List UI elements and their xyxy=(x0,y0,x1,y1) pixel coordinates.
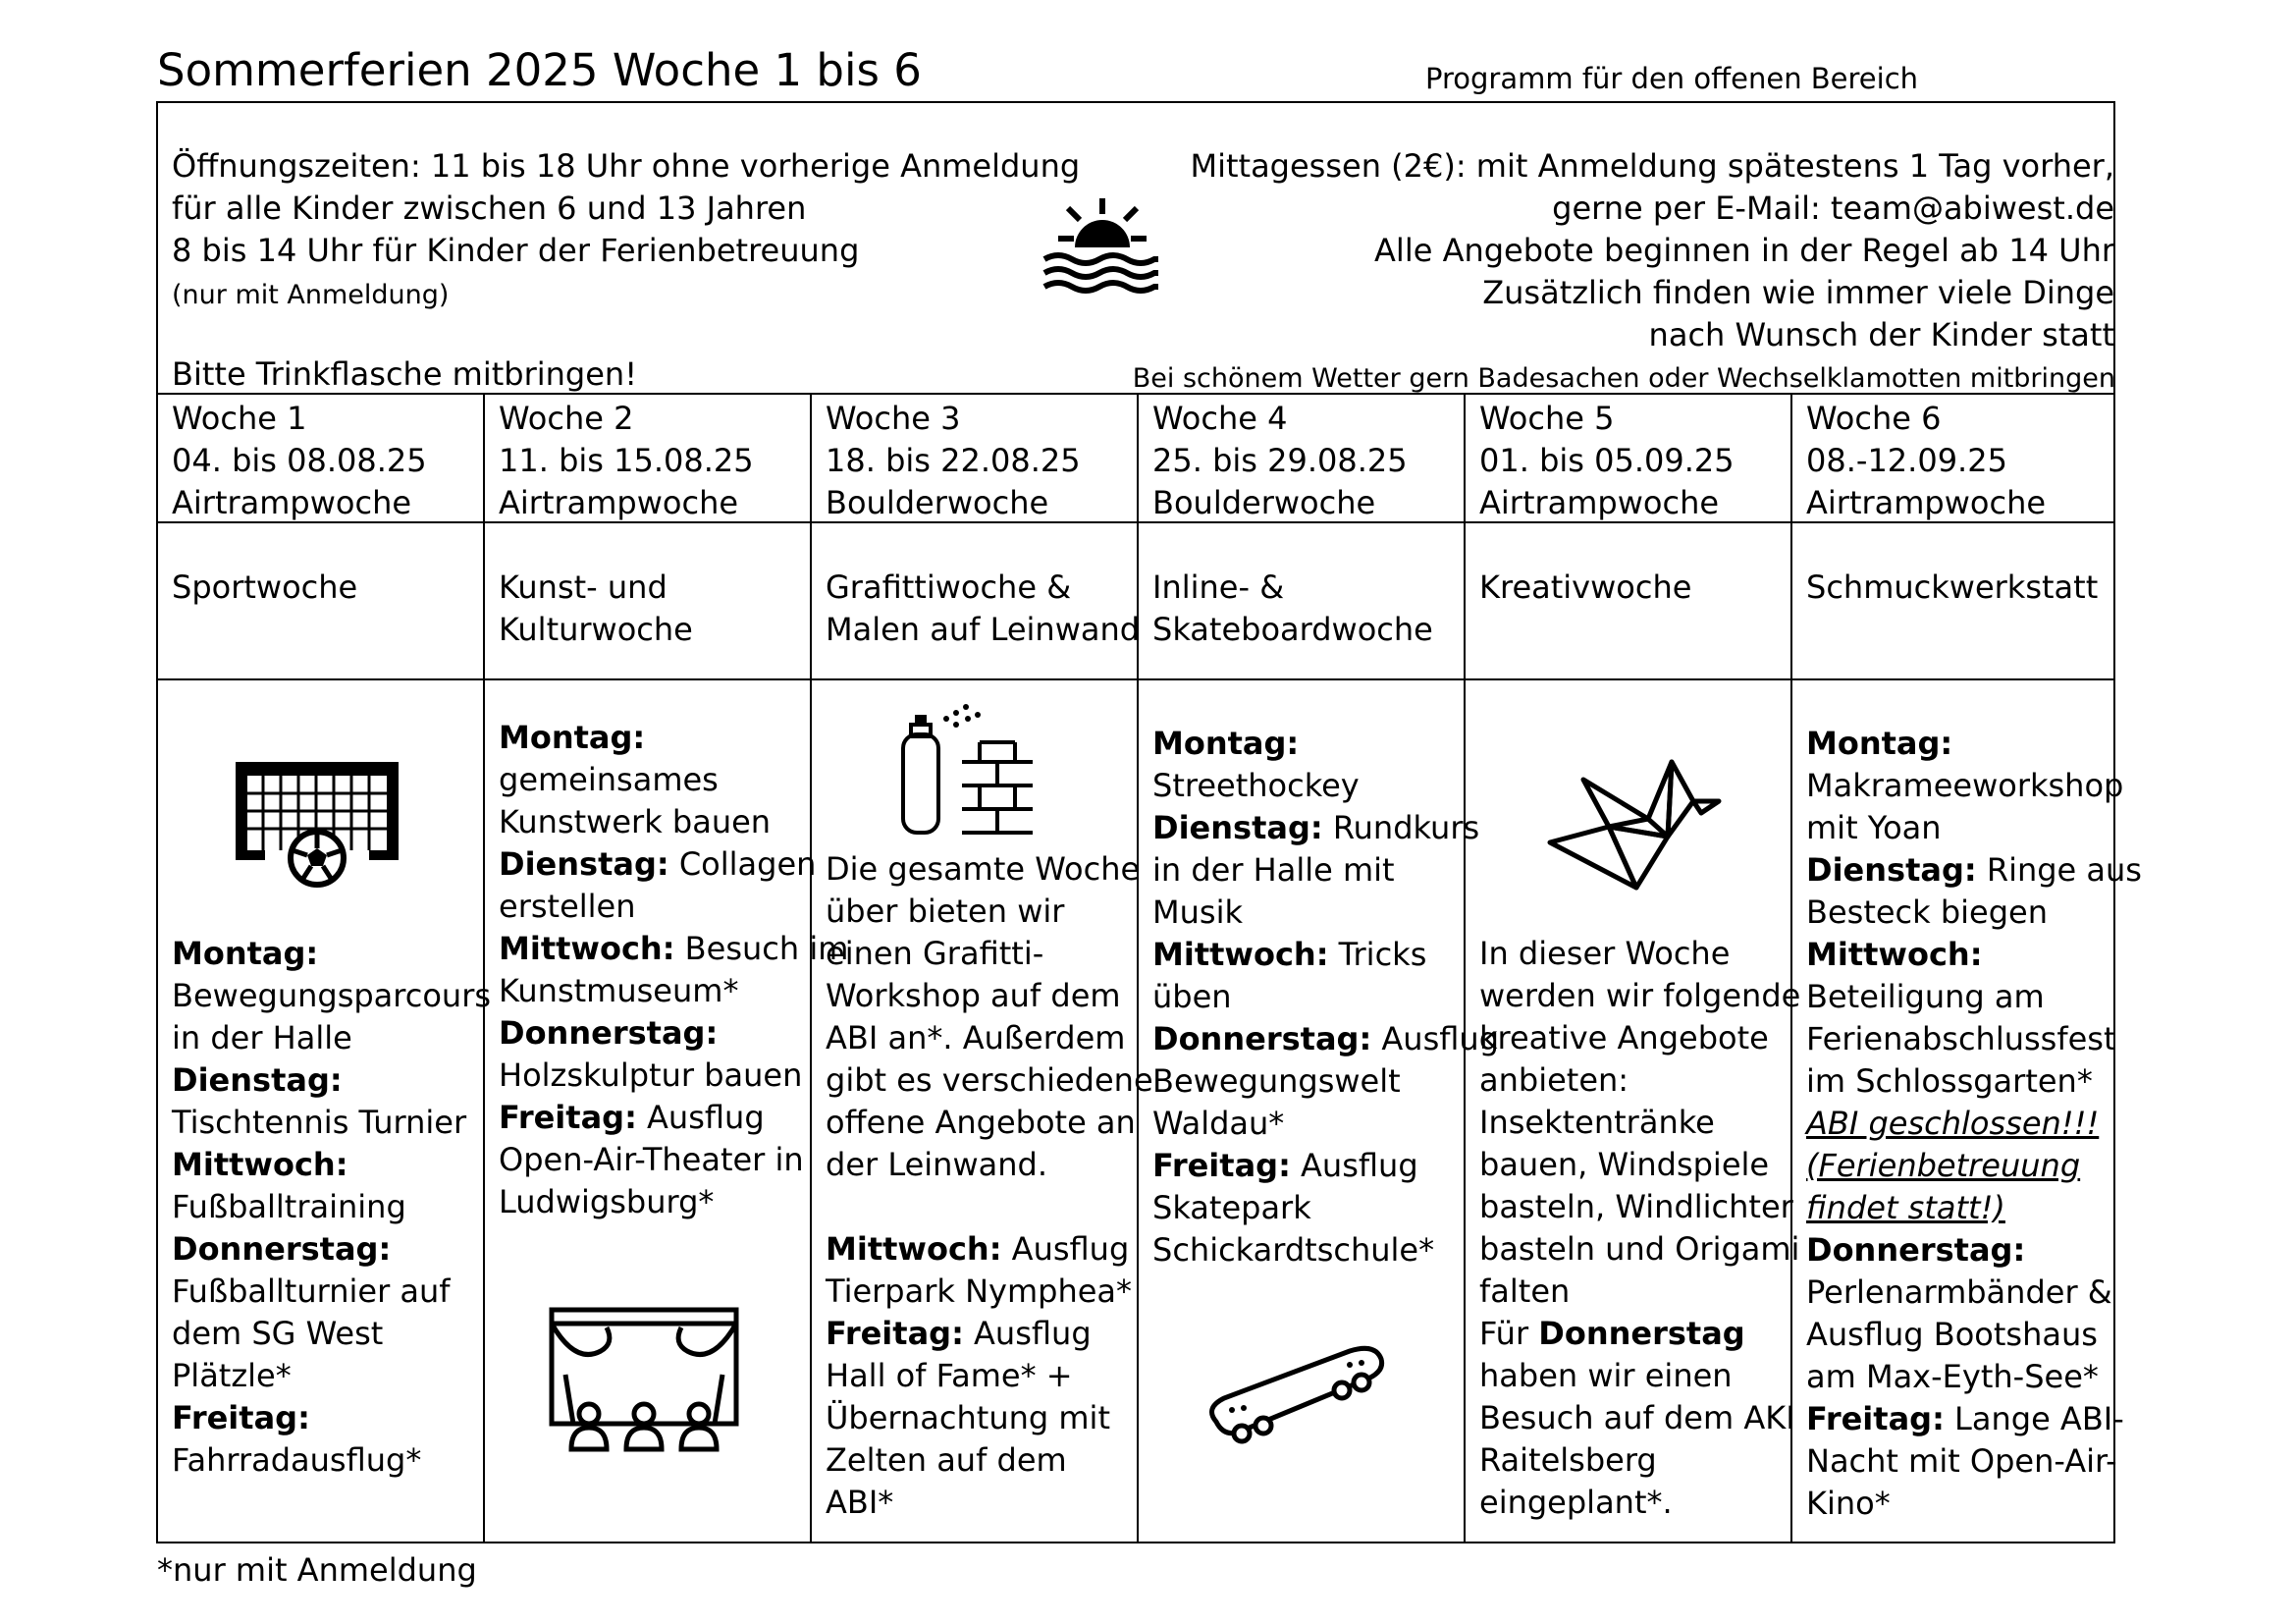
program-text: Musik xyxy=(1152,893,1243,931)
week-program-4 xyxy=(1152,723,1499,1272)
program-day: Freitag: xyxy=(1152,1147,1291,1184)
program-line xyxy=(826,1144,1153,1186)
program-line xyxy=(1152,849,1499,892)
program-text: Ausflug xyxy=(1001,1230,1130,1268)
theme-line: Kreativwoche xyxy=(1479,568,1692,606)
program-line xyxy=(499,1181,848,1223)
program-text: Schickardtschule* xyxy=(1152,1231,1435,1269)
program-text: Streethockey xyxy=(1152,767,1360,804)
program-line xyxy=(499,886,848,928)
program-line xyxy=(1479,933,1800,975)
week-program-1 xyxy=(172,933,491,1482)
program-text: Open-Air-Theater in xyxy=(499,1141,804,1178)
theme-line: Skateboardwoche xyxy=(1152,611,1433,648)
week-special: Airtrampwoche xyxy=(499,484,739,521)
program-text: Fahrradausflug* xyxy=(172,1441,422,1479)
week-program-6 xyxy=(1806,723,2142,1525)
week-header-4 xyxy=(1152,398,1408,524)
program-line xyxy=(172,975,491,1017)
info-age-range: für alle Kinder zwischen 6 und 13 Jahren xyxy=(172,189,807,227)
program-text: Ferienabschlussfest xyxy=(1806,1020,2116,1057)
program-text: Tierpark Nymphea* xyxy=(826,1272,1133,1310)
program-text: ABI geschlossen!!! xyxy=(1806,1105,2100,1142)
program-line xyxy=(1479,1482,1800,1524)
program-line xyxy=(1152,1018,1499,1060)
program-line xyxy=(172,1313,491,1355)
program-line xyxy=(172,1397,491,1439)
week-special: Airtrampwoche xyxy=(172,484,412,521)
info-registration-note: (nur mit Anmeldung) xyxy=(172,280,450,310)
program-text: Tricks xyxy=(1328,936,1427,973)
program-text: ABI an*. Außerdem xyxy=(826,1019,1126,1056)
program-line xyxy=(1806,1483,2142,1525)
program-text: Die gesamte Woche xyxy=(826,850,1141,888)
program-text: Raitelsberg xyxy=(1479,1441,1657,1479)
program-text: Ludwigsburg* xyxy=(499,1183,715,1220)
program-text: findet statt!) xyxy=(1806,1189,2005,1226)
program-text: Skatepark xyxy=(1152,1189,1311,1226)
program-line xyxy=(1479,1313,1800,1355)
week-name: Woche 4 xyxy=(1152,400,1288,437)
program-line xyxy=(499,801,848,843)
program-line xyxy=(826,1439,1153,1482)
program-line xyxy=(1479,1186,1800,1228)
footnote: *nur mit Anmeldung xyxy=(157,1551,477,1589)
program-line xyxy=(1479,975,1800,1017)
spray-can-wall-icon xyxy=(895,703,1042,840)
page-title: Sommerferien 2025 Woche 1 bis 6 xyxy=(157,44,922,96)
program-line xyxy=(826,1397,1153,1439)
program-line xyxy=(1152,976,1499,1018)
program-line xyxy=(1806,1187,2142,1229)
program-day: Dienstag: xyxy=(172,1061,343,1099)
program-line xyxy=(826,1271,1153,1313)
program-day: Montag: xyxy=(1152,725,1300,762)
program-text: am Max-Eyth-See* xyxy=(1806,1358,2099,1395)
theme-line: Schmuckwerkstatt xyxy=(1806,568,2099,606)
week-name: Woche 2 xyxy=(499,400,634,437)
program-text: anbieten: xyxy=(1479,1061,1629,1099)
program-day: Mittwoch: xyxy=(1152,936,1329,973)
program-line xyxy=(1806,934,2142,976)
program-line xyxy=(499,1097,848,1139)
program-day: Dienstag: xyxy=(1152,809,1323,846)
program-line xyxy=(499,717,848,759)
theater-stage-icon xyxy=(546,1306,742,1457)
program-text: falten xyxy=(1479,1272,1571,1310)
program-text: Plätzle* xyxy=(172,1357,292,1394)
program-line xyxy=(1479,1397,1800,1439)
program-line xyxy=(172,1228,491,1271)
program-line xyxy=(1152,934,1499,976)
program-line xyxy=(172,1186,491,1228)
program-line xyxy=(1152,1187,1499,1229)
program-line xyxy=(826,1228,1153,1271)
program-day: Donnerstag: xyxy=(499,1014,719,1052)
program-day: Mittwoch: xyxy=(172,1146,348,1183)
program-line xyxy=(1806,1314,2142,1356)
page-subtitle: Programm für den offenen Bereich xyxy=(1425,62,1919,95)
program-text: Collagen xyxy=(668,845,817,883)
program-text: Bewegungswelt xyxy=(1152,1062,1401,1100)
program-day: Dienstag: xyxy=(1806,851,1977,889)
program-line xyxy=(172,933,491,975)
program-day: Freitag: xyxy=(499,1099,637,1136)
program-day: Montag: xyxy=(172,935,319,972)
program-text: basteln, Windlichter xyxy=(1479,1188,1793,1225)
program-line xyxy=(1479,1102,1800,1144)
program-text: Ausflug xyxy=(963,1315,1092,1352)
program-line xyxy=(1479,1228,1800,1271)
program-line xyxy=(826,891,1153,933)
program-text: Nacht mit Open-Air- xyxy=(1806,1442,2117,1480)
program-line xyxy=(172,1439,491,1482)
program-line xyxy=(1806,1103,2142,1145)
program-text: Übernachtung mit xyxy=(826,1399,1110,1436)
program-line xyxy=(499,759,848,801)
program-line xyxy=(499,970,848,1012)
program-line xyxy=(1806,1356,2142,1398)
week-dates: 11. bis 15.08.25 xyxy=(499,442,754,479)
program-text: Tischtennis Turnier xyxy=(172,1104,467,1141)
theme-line: Malen auf Leinwand xyxy=(826,611,1141,648)
program-text: Ausflug xyxy=(1290,1147,1418,1184)
program-text: Waldau* xyxy=(1152,1105,1285,1142)
program-line xyxy=(1806,723,2142,765)
program-line xyxy=(1806,807,2142,849)
program-line xyxy=(826,1313,1153,1355)
week-dates: 25. bis 29.08.25 xyxy=(1152,442,1408,479)
week-header-6 xyxy=(1806,398,2046,524)
program-line xyxy=(1806,1018,2142,1060)
theme-line: Kulturwoche xyxy=(499,611,693,648)
program-line xyxy=(1479,1144,1800,1186)
theme-line: Sportwoche xyxy=(172,568,358,606)
program-text: Makrameeworkshop xyxy=(1806,767,2124,804)
program-text: Kino* xyxy=(1806,1485,1891,1522)
week-special: Airtrampwoche xyxy=(1479,484,1720,521)
program-line xyxy=(499,843,848,886)
program-text: der Leinwand. xyxy=(826,1146,1047,1183)
program-text: Fußballtraining xyxy=(172,1188,406,1225)
program-text: einen Grafitti- xyxy=(826,935,1044,972)
program-text: Besuch auf dem AKI xyxy=(1479,1399,1795,1436)
program-text: Rundkurs xyxy=(1322,809,1480,846)
program-line xyxy=(1152,723,1499,765)
program-line xyxy=(1152,765,1499,807)
skateboard-icon xyxy=(1202,1339,1389,1447)
program-line xyxy=(1806,1145,2142,1187)
program-line xyxy=(1806,976,2142,1018)
week-theme-2 xyxy=(499,567,693,651)
program-text: In dieser Woche xyxy=(1479,935,1731,972)
program-line xyxy=(1152,892,1499,934)
program-text: Lange ABI- xyxy=(1944,1400,2124,1437)
program-text: ABI* xyxy=(826,1484,894,1521)
program-day: Mittwoch: xyxy=(1806,936,1983,973)
program-text: mit Yoan xyxy=(1806,809,1942,846)
program-text: in der Halle mit xyxy=(1152,851,1395,889)
info-email: gerne per E-Mail: team@abiwest.de xyxy=(1552,189,2114,227)
program-day: Donnerstag: xyxy=(1806,1231,2026,1269)
program-text: Bewegungsparcours xyxy=(172,977,492,1014)
week-name: Woche 3 xyxy=(826,400,961,437)
program-line xyxy=(826,848,1153,891)
week-theme-4 xyxy=(1152,567,1433,651)
program-text: Zelten auf dem xyxy=(826,1441,1067,1479)
program-line xyxy=(826,1102,1153,1144)
program-line xyxy=(499,1139,848,1181)
program-day: Montag: xyxy=(499,719,646,756)
program-text: Ringe aus xyxy=(1976,851,2142,889)
week-theme-5 xyxy=(1479,567,1691,609)
theme-line: Grafittiwoche & xyxy=(826,568,1072,606)
program-line xyxy=(172,1017,491,1059)
week-theme-1 xyxy=(172,567,357,609)
program-text: in der Halle xyxy=(172,1019,352,1056)
soccer-goal-icon xyxy=(232,756,402,888)
program-line xyxy=(826,975,1153,1017)
program-text: Kunstmuseum* xyxy=(499,972,739,1009)
program-line xyxy=(1152,1060,1499,1103)
program-line xyxy=(826,1017,1153,1059)
grid-line xyxy=(156,678,2115,680)
program-text: Perlenarmbänder & xyxy=(1806,1273,2112,1311)
week-dates: 18. bis 22.08.25 xyxy=(826,442,1081,479)
week-dates: 01. bis 05.09.25 xyxy=(1479,442,1735,479)
week-theme-6 xyxy=(1806,567,2098,609)
program-text: dem SG West xyxy=(172,1315,384,1352)
theme-line: Inline- & xyxy=(1152,568,1285,606)
program-line xyxy=(499,1055,848,1097)
program-text: bauen, Windspiele xyxy=(1479,1146,1770,1183)
program-text: eingeplant*. xyxy=(1479,1484,1673,1521)
week-header-3 xyxy=(826,398,1081,524)
week-header-5 xyxy=(1479,398,1735,524)
program-text: erstellen xyxy=(499,888,636,925)
program-text: offene Angebote an xyxy=(826,1104,1136,1141)
program-line xyxy=(1806,1398,2142,1440)
week-program-3 xyxy=(826,848,1153,1524)
program-line xyxy=(826,1482,1153,1524)
program-text: Fußballturnier auf xyxy=(172,1272,451,1310)
program-text: Workshop auf dem xyxy=(826,977,1121,1014)
theme-line: Kunst- und xyxy=(499,568,667,606)
info-extra-2: nach Wunsch der Kinder statt xyxy=(1648,316,2114,353)
program-day: Donnerstag: xyxy=(1152,1020,1372,1057)
program-text: gemeinsames xyxy=(499,761,719,798)
program-day: Montag: xyxy=(1806,725,1953,762)
program-line xyxy=(499,928,848,970)
program-line xyxy=(1152,1145,1499,1187)
program-line xyxy=(826,1059,1153,1102)
week-name: Woche 6 xyxy=(1806,400,1942,437)
program-text: Ausflug xyxy=(636,1099,765,1136)
program-text: basteln und Origami xyxy=(1479,1230,1800,1268)
program-day: Freitag: xyxy=(172,1399,310,1436)
info-lunch: Mittagessen (2€): mit Anmeldung spätestens 1 Tag vorher, xyxy=(1190,147,2114,185)
program-line xyxy=(1806,765,2142,807)
info-start-time: Alle Angebote beginnen in der Regel ab 14 Uhr xyxy=(1374,232,2114,269)
info-extra-1: Zusätzlich finden wie immer viele Dinge xyxy=(1482,274,2114,311)
program-line xyxy=(826,1355,1153,1397)
program-line xyxy=(1806,1440,2142,1483)
info-weather-note: Bei schönem Wetter gern Badesachen oder Wechselklamotten mitbringen xyxy=(1132,363,2115,394)
program-day: Donnerstag: xyxy=(172,1230,392,1268)
program-line xyxy=(172,1102,491,1144)
program-day: Mittwoch: xyxy=(499,930,675,967)
program-line xyxy=(1479,1059,1800,1102)
program-text: gibt es verschiedene xyxy=(826,1061,1153,1099)
origami-crane-icon xyxy=(1546,758,1723,895)
program-line xyxy=(172,1271,491,1313)
week-special: Boulderwoche xyxy=(1152,484,1376,521)
program-text: Kunstwerk bauen xyxy=(499,803,772,840)
week-program-5 xyxy=(1479,933,1800,1524)
week-dates: 04. bis 08.08.25 xyxy=(172,442,427,479)
program-line xyxy=(1479,1271,1800,1313)
info-opening-hours: Öffnungszeiten: 11 bis 18 Uhr ohne vorherige Anmeldung xyxy=(172,147,1081,185)
program-line xyxy=(499,1012,848,1055)
program-text: Beteiligung am xyxy=(1806,978,2045,1015)
week-header-2 xyxy=(499,398,754,524)
week-name: Woche 1 xyxy=(172,400,307,437)
program-day: Freitag: xyxy=(826,1315,964,1352)
program-day: Dienstag: xyxy=(499,845,669,883)
week-dates: 08.-12.09.25 xyxy=(1806,442,2007,479)
week-special: Boulderwoche xyxy=(826,484,1049,521)
program-text: im Schlossgarten* xyxy=(1806,1062,2093,1100)
program-text: haben wir einen xyxy=(1479,1357,1733,1394)
program-line xyxy=(1479,1355,1800,1397)
program-text: Insektentränke xyxy=(1479,1104,1715,1141)
sunset-over-water-icon xyxy=(1039,196,1166,295)
program-text: Besuch im xyxy=(674,930,849,967)
week-header-1 xyxy=(172,398,427,524)
program-line xyxy=(172,1144,491,1186)
program-line xyxy=(1152,1229,1499,1272)
program-text: Ausflug xyxy=(1371,1020,1499,1057)
program-line xyxy=(826,1186,1153,1228)
program-line xyxy=(1479,1439,1800,1482)
program-text: Holzskulptur bauen xyxy=(499,1056,803,1094)
program-line xyxy=(1152,807,1499,849)
program-line xyxy=(1479,1017,1800,1059)
program-line xyxy=(1806,1272,2142,1314)
program-text: üben xyxy=(1152,978,1232,1015)
program-text: Ausflug Bootshaus xyxy=(1806,1316,2098,1353)
program-prefix: Für xyxy=(1479,1315,1539,1352)
program-line xyxy=(1806,849,2142,892)
week-program-2 xyxy=(499,717,848,1223)
program-text: (Ferienbetreuung xyxy=(1806,1147,2081,1184)
info-bottle-note: Bitte Trinkflasche mitbringen! xyxy=(172,355,638,393)
program-text: werden wir folgende xyxy=(1479,977,1801,1014)
info-care-hours: 8 bis 14 Uhr für Kinder der Ferienbetreuung xyxy=(172,232,860,269)
program-text: kreative Angebote xyxy=(1479,1019,1769,1056)
program-line xyxy=(1806,892,2142,934)
program-day: Freitag: xyxy=(1806,1400,1945,1437)
program-line xyxy=(826,933,1153,975)
program-text: Hall of Fame* + xyxy=(826,1357,1073,1394)
program-line xyxy=(1152,1103,1499,1145)
week-special: Airtrampwoche xyxy=(1806,484,2047,521)
program-line xyxy=(1806,1229,2142,1272)
program-line xyxy=(172,1059,491,1102)
program-text: über bieten wir xyxy=(826,893,1065,930)
program-day: Mittwoch: xyxy=(826,1230,1002,1268)
program-line xyxy=(1806,1060,2142,1103)
program-day: Donnerstag xyxy=(1538,1315,1745,1352)
program-line xyxy=(172,1355,491,1397)
week-theme-3 xyxy=(826,567,1140,651)
week-name: Woche 5 xyxy=(1479,400,1615,437)
program-text: Besteck biegen xyxy=(1806,893,2049,931)
